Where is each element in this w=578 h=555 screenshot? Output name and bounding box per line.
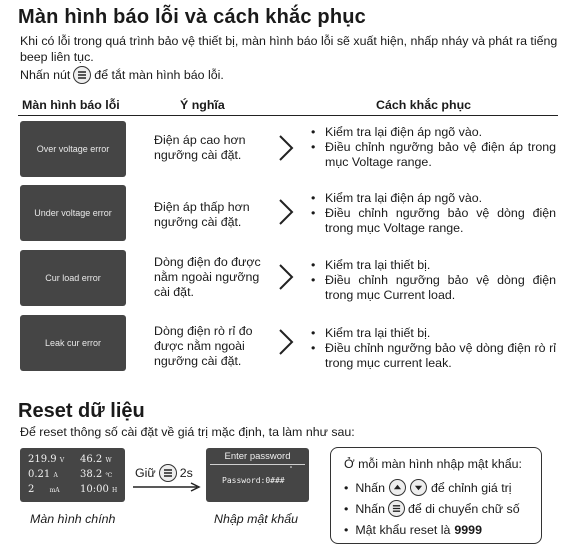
main-screen-caption: Màn hình chính [30, 512, 116, 526]
error-fix-list [308, 191, 556, 236]
note-item: • Nhấn để chỉnh giá trị [344, 480, 512, 495]
password-screen-caption: Nhập mật khẩu [214, 512, 299, 526]
password-field: Password:0### [222, 476, 285, 485]
menu-icon [159, 464, 177, 482]
arrow-down-icon [410, 479, 427, 496]
main-screen-display [20, 448, 125, 502]
error-section-intro: Khi có lỗi trong quá trình bảo vệ thiết bị, màn hình báo lỗi sẽ xuất hiện, nhấp nháy và phát ra tiếng beep liên tục. [20, 34, 558, 64]
note-title: Ở mỗi màn hình nhập mật khẩu: [344, 457, 522, 471]
hint-text-before: Nhấn nút [20, 68, 71, 82]
password-screen-divider [210, 464, 305, 465]
chevron-right-icon [276, 262, 296, 292]
fix-item: • Điều chỉnh ngưỡng bảo vệ dòng điện rò rỉ trong mục current leak. [308, 341, 556, 371]
error-fix-list [308, 326, 556, 371]
note-text: Nhấn [355, 501, 385, 516]
error-section-title: Màn hình báo lỗi và cách khắc phục [18, 6, 366, 28]
password-screen-display [206, 448, 309, 502]
reset-password-value: 9999 [454, 522, 482, 537]
reset-section-intro: Để reset thông số cài đặt về giá trị mặc định, ta làm như sau: [20, 425, 355, 439]
reading: 46.2 W [80, 454, 112, 465]
fix-item: • Kiểm tra lại điện áp ngõ vào. [308, 191, 556, 206]
error-row [18, 121, 558, 181]
chevron-right-icon [276, 197, 296, 227]
fix-item: • Kiểm tra lại thiết bị. [308, 326, 556, 341]
password-note-box [330, 447, 542, 544]
fix-item: • Kiểm tra lại thiết bị. [308, 258, 556, 273]
reset-section-title: Reset dữ liệu [18, 400, 145, 422]
reading: 0.21 A [28, 469, 58, 480]
reading: 10:00 H [80, 484, 118, 495]
menu-icon [388, 500, 405, 517]
error-fix-list [308, 125, 556, 170]
arrow-right-icon [133, 482, 203, 492]
note-text: để di chuyển chữ số [407, 501, 520, 516]
chevron-right-icon [276, 133, 296, 163]
password-marker: ˚ [290, 467, 293, 474]
fix-item: • Điều chỉnh ngưỡng bảo vệ điện áp trong mục Voltage range. [308, 140, 556, 170]
header-meaning: Ý nghĩa [180, 98, 225, 112]
header-divider [18, 115, 558, 116]
note-text: Mật khẩu reset là [355, 522, 451, 537]
hint-text-after: để tắt màn hình báo lỗi. [94, 68, 224, 82]
header-fix: Cách khắc phục [376, 98, 472, 112]
note-list [344, 477, 520, 540]
error-screen: Cur load error [20, 250, 126, 306]
reading: 219.9 V [28, 454, 65, 465]
hold-instruction [135, 464, 193, 482]
error-row [18, 250, 558, 310]
menu-icon [73, 66, 91, 84]
note-text: để chỉnh giá trị [430, 480, 512, 495]
chevron-right-icon [276, 327, 296, 357]
fix-item: • Điều chỉnh ngưỡng bảo vệ dòng điện trong mục Voltage range. [308, 206, 556, 236]
hold-text-before: Giữ [135, 466, 156, 480]
error-screen: Leak cur error [20, 315, 126, 371]
error-meaning: Điện áp thấp hơn ngưỡng cài đặt. [154, 200, 250, 229]
hold-text-after: 2s [179, 466, 193, 480]
error-screen: Over voltage error [20, 121, 126, 177]
reading: 38.2 ℃ [80, 469, 113, 480]
header-screen: Màn hình báo lỗi [22, 98, 120, 112]
note-item: • Mật khẩu reset là 9999 [344, 522, 482, 537]
fix-item: • Điều chỉnh ngưỡng bảo vệ dòng điện trong mục Current load. [308, 273, 556, 303]
error-meaning: Điện áp cao hơn ngưỡng cài đặt. [154, 133, 246, 162]
error-row [18, 185, 558, 245]
password-screen-title: Enter password [224, 451, 291, 462]
error-screen: Under voltage error [20, 185, 126, 241]
note-text: Nhấn [355, 480, 385, 495]
fix-item: • Kiểm tra lại điện áp ngõ vào. [308, 125, 556, 140]
error-row [18, 315, 558, 375]
reading: 2 mA [28, 484, 60, 495]
note-item: • Nhấn để di chuyển chữ số [344, 501, 520, 516]
error-meaning: Dòng điện đo được nằm ngoài ngưỡng cài đặt. [154, 255, 261, 299]
error-fix-list [308, 258, 556, 303]
error-hint [20, 66, 224, 84]
arrow-up-icon [389, 479, 406, 496]
error-meaning: Dòng điện rò rỉ đo được nằm ngoài ngưỡng cài đặt. [154, 324, 253, 368]
